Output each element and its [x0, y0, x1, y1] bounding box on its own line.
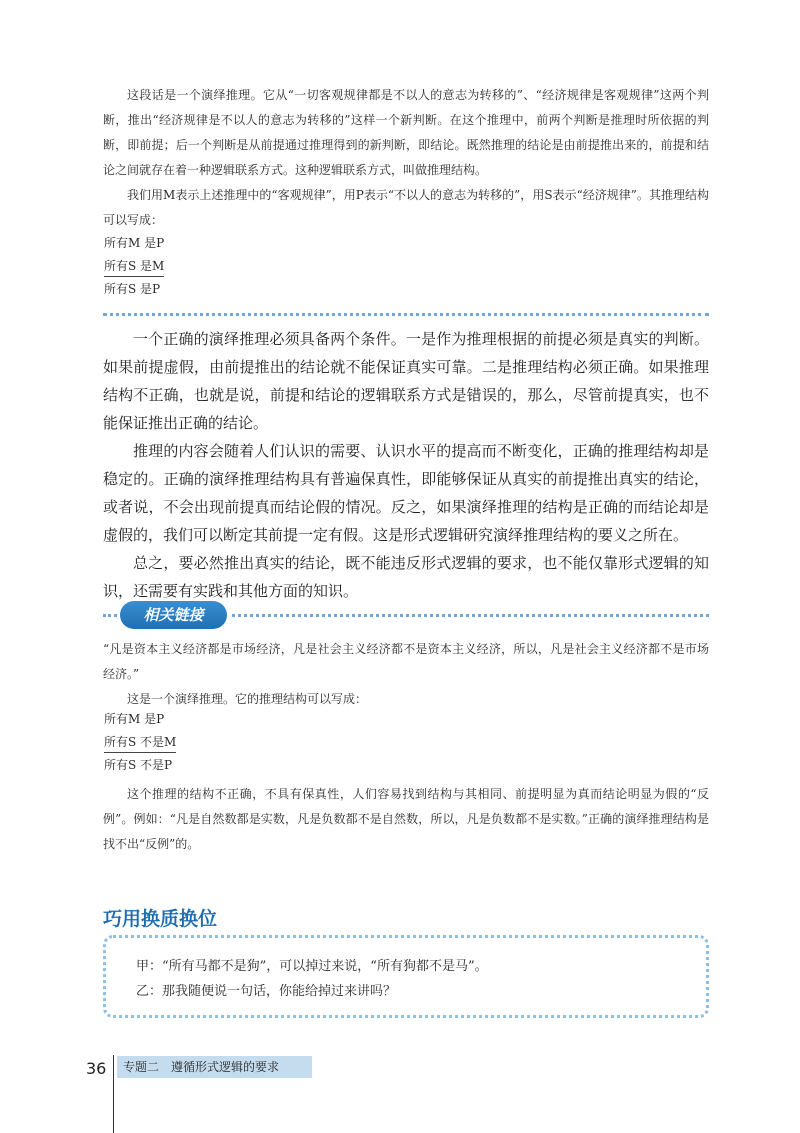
syllogism-2-conclusion: 所有S 不是P — [104, 758, 173, 772]
dialog-line-jia: 甲：“所有马都不是狗”，可以掉过来说，“所有狗都不是马”。 — [136, 959, 488, 974]
related-divider-right — [232, 614, 709, 617]
related-divider-left — [103, 614, 117, 617]
syllogism-1 — [104, 232, 164, 301]
main-paragraph-1: 一个正确的演绎推理必须具备两个条件。一是作为推理根据的前提必须是真实的判断。如果前提虚假，由前提推出的结论就不能保证真实可靠。二是推理结构必须正确。如果推理结构不正确，也就是说，前提和结论的逻辑联系方式是错误的，那么，尽管前提真实，也不能保证推出正确的结论。 — [103, 330, 709, 432]
intro-paragraph-2: 我们用M表示上述推理中的“客观规律”，用P表示“不以人的意志为转移的”，用S表示“经济规律”。其推理结构可以写成： — [103, 188, 709, 227]
page-number: 36 — [86, 1059, 107, 1078]
chapter-label: 专题二 遵循形式逻辑的要求 — [117, 1056, 312, 1078]
related-link-badge: 相关链接 — [120, 601, 227, 629]
main-paragraph-2: 推理的内容会随着人们认识的需要、认识水平的提高而不断变化，正确的推理结构却是稳定的。正确的演绎推理结构具有普遍保真性，即能够保证从真实的前提推出真实的结论，或者说，不会出现前提真而结论假的情况。反之，如果演绎推理的结构是正确的而结论却是虚假的，我们可以断定其前提一定有假。这是形式逻辑研究演绎推理结构的要义之所在。 — [103, 442, 709, 544]
syllogism-2-major: 所有M 是P — [104, 712, 165, 726]
footer-rule — [113, 1055, 114, 1133]
dotted-divider — [103, 313, 709, 316]
section-title: 巧用换质换位 — [103, 908, 218, 930]
main-paragraph-3: 总之，要必然推出真实的结论，既不能违反形式逻辑的要求，也不能仅靠形式逻辑的知识，还需要有实践和其他方面的知识。 — [103, 554, 709, 600]
main-body — [103, 325, 709, 605]
dialog-box — [103, 935, 709, 1018]
related-passage — [103, 637, 709, 712]
related-paragraph-3: 这个推理的结构不正确，不具有保真性，人们容易找到结构与其相同、前提明显为真而结论明显为假的“反例”。例如：“凡是自然数都是实数，凡是负数都不是自然数，所以，凡是负数都不是实数。”正确的演绎推理结构是找不出“反例”的。 — [103, 787, 709, 851]
syllogism-2 — [104, 708, 176, 777]
related-paragraph-1: “凡是资本主义经济都是市场经济，凡是社会主义经济都不是资本主义经济，所以，凡是社会主义经济都不是市场经济。” — [103, 642, 709, 681]
syllogism-1-major: 所有M 是P — [104, 236, 165, 250]
syllogism-2-minor: 所有S 不是M — [104, 731, 176, 753]
intro-paragraph-1: 这段话是一个演绎推理。它从“一切客观规律都是不以人的意志为转移的”、“经济规律是客观规律”这两个判断，推出“经济规律是不以人的意志为转移的”这样一个新判断。在这个推理中，前两个判断是推理时所依据的判断，即前提；后一个判断是从前提通过推理得到的新判断，即结论。既然推理的结论是由前提推出来的，前提和结论之间就存在着一种逻辑联系方式。这种逻辑联系方式，叫做推理结构。 — [103, 88, 709, 177]
related-paragraph-2: 这是一个演绎推理。它的推理结构可以写成： — [127, 692, 368, 706]
syllogism-1-conclusion: 所有S 是P — [104, 282, 161, 296]
dialog-line-yi: 乙：那我随便说一句话，你能给掉过来讲吗？ — [136, 984, 397, 999]
intro-passage — [103, 83, 709, 233]
syllogism-1-minor: 所有S 是M — [104, 255, 164, 277]
related-analysis — [103, 782, 709, 857]
